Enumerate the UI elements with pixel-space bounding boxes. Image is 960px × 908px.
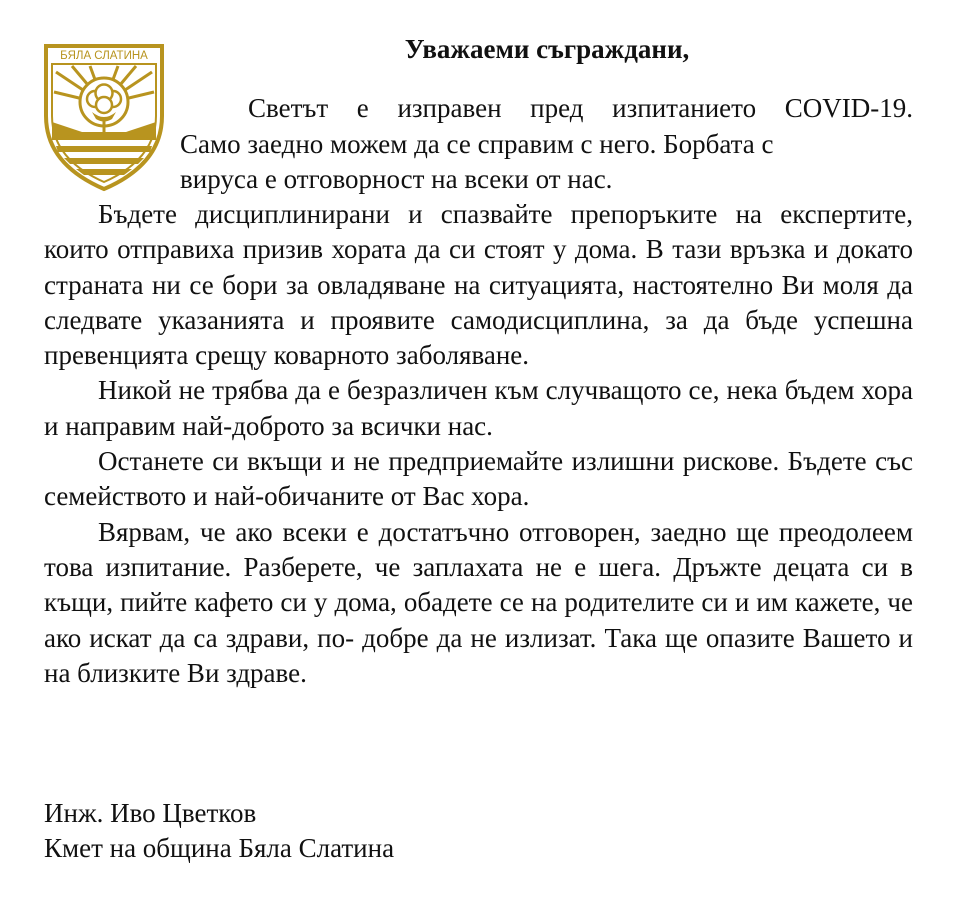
intro-line-1: Светът е изправен пред изпитанието COVID-19. (248, 93, 913, 123)
intro-line-3: вируса е отговорност на всеки от нас. (180, 164, 613, 194)
signature-position: Кмет на община Бяла Слатина (44, 833, 395, 863)
intro-line-2: Само заедно можем да се справим с него. Борбата с (180, 128, 774, 159)
letter-intro (180, 91, 913, 198)
signature-block (44, 796, 394, 866)
letter-body (44, 197, 913, 691)
svg-text:БЯЛА СЛАТИНА: БЯЛА СЛАТИНА (60, 50, 148, 62)
paragraph-not-indifferent: Никой не трябва да е безразличен към случващото се, нека бъдем хора и направим най-доброто за всички нас. (44, 375, 913, 441)
signature-name: Инж. Иво Цветков (44, 798, 257, 828)
paragraph-stay-home: Останете си вкъщи и не предприемайте излишни рискове. Бъдете със семейството и най-обичаните от Вас хора. (44, 446, 913, 512)
paragraph-discipline: Бъдете дисциплинирани и спазвайте препоръките на експертите, които отправиха призив хората да си стоят у дома. В тази връзка и докато страната ни се бори за овладяване на ситуацията, настоятелно Ви моля да следвате указанията и проявите самодисциплина, за да бъде успешна превенцията срещу коварното заболяване. (44, 199, 913, 371)
paragraph-believe: Вярвам, че ако всеки е достатъчно отговорен, заедно ще преодолеем това изпитание. Разберете, че заплахата не е шега. Дръжте децата си в къщи, пийте кафето си у дома, обадете се на родителите си и им кажете, че ако искат да са здрави, по- добре да не излизат. Така ще опазите Вашето и на близките Ви здраве. (44, 516, 913, 688)
letter-title: Уважаеми съграждани, (404, 34, 690, 64)
